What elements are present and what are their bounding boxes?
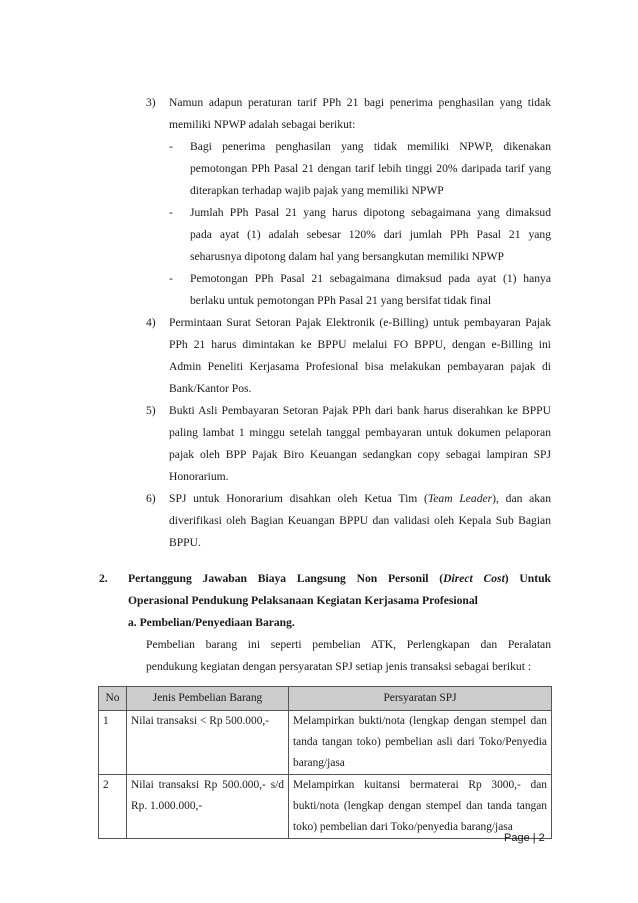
table-row: [99, 711, 552, 775]
row-2-jenis: [127, 775, 289, 839]
item-6-line-1-pre: SPJ untuk Honorarium disahkan oleh Ketua Tim (: [169, 492, 428, 505]
row-1-no: 1: [99, 711, 127, 775]
item-5-line-3: pajak oleh BPP Pajak Biro Keuangan sedangkan copy sebagai lampiran SPJ: [169, 448, 551, 461]
section-2-number: 2.: [99, 572, 108, 585]
item-4-line-2: PPh 21 harus dimintakan ke BPPU melalui FO BPPU, dengan e-Billing ini: [169, 338, 551, 351]
page-number-footer: Page | 2: [504, 832, 545, 844]
item-5-line-1: Bukti Asli Pembayaran Setoran Pajak PPh dari bank harus diserahkan ke BPPU: [169, 404, 551, 417]
row-1-jenis: [127, 711, 289, 775]
item-4-number: 4): [146, 316, 156, 329]
item-6-line-1-post: ), dan akan: [492, 492, 551, 505]
bullet-2-dash: -: [169, 206, 173, 219]
item-4-line-4: Bank/Kantor Pos.: [169, 382, 252, 395]
item-6-team-leader: Team Leader: [427, 492, 493, 505]
bullet-1-line-1: Bagi penerima penghasilan yang tidak memiliki NPWP, dikenakan: [190, 140, 551, 153]
table-header-row: [99, 687, 552, 711]
row-1-persyaratan: [289, 711, 552, 775]
item-6-line-2: diverifikasi oleh Bagian Keuangan BPPU dan validasi oleh Kepala Sub Bagian: [169, 514, 551, 527]
row-2-no: 2: [99, 775, 127, 839]
section-2-heading-pre: Pertanggung Jawaban Biaya Langsung Non Personil (: [128, 572, 444, 585]
item-4-line-3: Admin Peneliti Kerjasama Profesional bisa melakukan pembayaran pajak di: [169, 360, 551, 373]
bullet-1-dash: -: [169, 140, 173, 153]
item-5-number: 5): [146, 404, 156, 417]
row-1-persyaratan-text: Melampirkan bukti/nota (lengkap dengan stempel dan tanda tangan toko) pembelian asli dari Toko/Penyedia barang/jasa: [293, 715, 547, 769]
row-2-persyaratan-text: Melampirkan kuitansi bermaterai Rp 3000,- dan bukti/nota (lengkap dengan stempel dan tanda tangan toko) pembelian dari Toko/penyedia barang/jasa: [293, 779, 547, 833]
row-1-jenis-text: Nilai transaksi < Rp 500.000,-: [131, 715, 270, 727]
bullet-3-line-2: berlaku untuk pemotongan PPh Pasal 21 yang bersifat tidak final: [190, 294, 492, 307]
bullet-3-line-1: Pemotongan PPh Pasal 21 sebagaimana dimaksud pada ayat (1) hanya: [190, 272, 551, 285]
bullet-1-line-3: diterapkan terhadap wajib pajak yang memiliki NPWP: [190, 184, 444, 197]
bullet-1-line-2: pemotongan PPh Pasal 21 dengan tarif lebih tinggi 20% daripada tarif yang: [190, 162, 551, 175]
section-2-para-line-1: Pembelian barang ini seperti pembelian ATK, Perlengkapan dan Peralatan: [146, 638, 551, 651]
item-3-number: 3): [146, 96, 156, 109]
subsection-a-heading: a. Pembelian/Penyediaan Barang.: [128, 616, 295, 629]
item-6-line-1: [169, 492, 551, 505]
section-2-heading-line-2: Operasional Pendukung Pelaksanaan Kegiatan Kerjasama Profesional: [128, 594, 478, 607]
item-4-line-1: Permintaan Surat Setoran Pajak Elektronik (e-Billing) untuk pembayaran Pajak: [169, 316, 551, 329]
bullet-2-line-1: Jumlah PPh Pasal 21 yang harus dipotong sebagaimana yang dimaksud: [190, 206, 551, 219]
bullet-2-line-3: seharusnya dipotong dalam hal yang bersangkutan memiliki NPWP: [190, 250, 504, 263]
table-row: [99, 775, 552, 839]
item-3-line-2: memiliki NPWP adalah sebagai berikut:: [169, 118, 356, 131]
row-2-persyaratan: [289, 775, 552, 839]
section-2-heading-line-1: [128, 572, 551, 585]
header-persyaratan-spj: Persyaratan SPJ: [289, 687, 552, 711]
section-2-heading-post: ) Untuk: [504, 572, 551, 585]
item-6-number: 6): [146, 492, 156, 505]
bullet-2-line-2: pada ayat (1) adalah sebesar 120% dari jumlah PPh Pasal 21 yang: [190, 228, 551, 241]
header-no: No: [99, 687, 127, 711]
item-5-line-4: Honorarium.: [169, 470, 229, 483]
row-2-jenis-text: Nilai transaksi Rp 500.000,- s/d Rp. 1.000.000,-: [131, 779, 284, 812]
header-jenis-pembelian: Jenis Pembelian Barang: [127, 687, 289, 711]
section-2-para-line-2: pendukung kegiatan dengan persyaratan SPJ setiap jenis transaksi sebagai berikut :: [146, 660, 532, 673]
section-2-heading-italic: Direct Cost: [443, 572, 505, 585]
spj-requirements-table: [98, 686, 552, 839]
item-3-line-1: Namun adapun peraturan tarif PPh 21 bagi penerima penghasilan yang tidak: [169, 96, 551, 109]
bullet-3-dash: -: [169, 272, 173, 285]
item-5-line-2: paling lambat 1 minggu setelah tanggal pembayaran untuk dokumen pelaporan: [169, 426, 551, 439]
item-6-line-3: BPPU.: [169, 536, 201, 549]
